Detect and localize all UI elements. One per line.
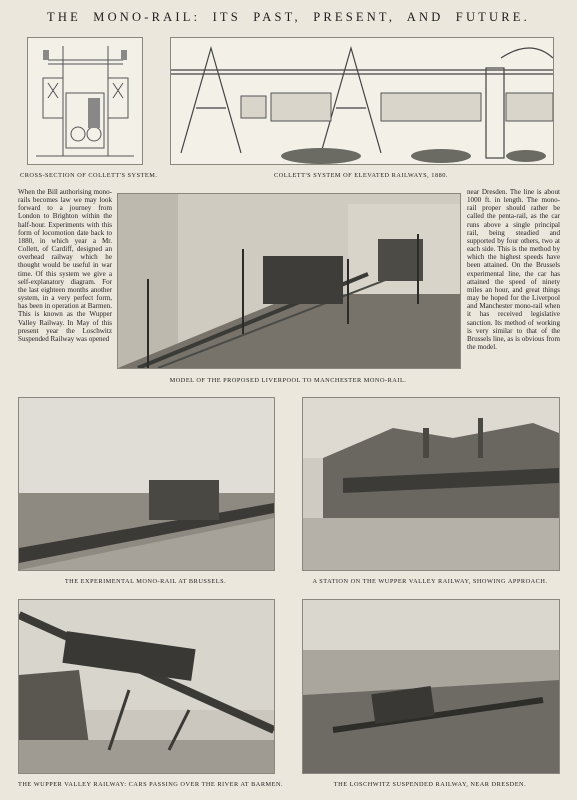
figure-wupper-barmen bbox=[18, 599, 275, 774]
figure-caption: COLLETT'S SYSTEM OF ELEVATED RAILWAYS, 1880. bbox=[274, 172, 448, 179]
brussels-photograph bbox=[19, 398, 274, 570]
figure-caption: CROSS-SECTION OF COLLETT'S SYSTEM. bbox=[20, 172, 158, 179]
figure-caption: THE WUPPER VALLEY RAILWAY: CARS PASSING OVER THE RIVER AT BARMEN. bbox=[18, 781, 284, 788]
figure-collett-elevated bbox=[170, 37, 554, 165]
elevated-railway-engraving bbox=[171, 38, 553, 164]
figure-wupper-station bbox=[302, 397, 560, 571]
article-right-column: near Dresden. The line is about 1000 ft. in length. The mono-rail proper should rather be called the penta-rail, as the car runs above a single principal rail, being steadied and supported by four others, two at each side. This is the method by which the highest speeds have been attained. On the Brussels experimental line, the car has attained the speed of ninety miles an hour, and great things may be hoped for the Liverpool and Manchester mono-rail when it has received legislative sanction. Its method of working is very similar to that of the Brussels line, as is obvious from the model. bbox=[467, 188, 560, 351]
figure-brussels-monorail bbox=[18, 397, 275, 571]
station-photograph bbox=[303, 398, 559, 570]
barmen-photograph bbox=[19, 600, 274, 773]
model-photograph bbox=[118, 194, 460, 368]
loschwitz-photograph bbox=[303, 600, 559, 773]
figure-loschwitz-railway bbox=[302, 599, 560, 774]
page-title: THE MONO-RAIL: ITS PAST, PRESENT, AND FUTURE. bbox=[47, 10, 530, 24]
cross-section-engraving bbox=[28, 38, 142, 164]
figure-caption: A STATION ON THE WUPPER VALLEY RAILWAY, SHOWING APPROACH. bbox=[312, 578, 548, 585]
figure-caption: THE EXPERIMENTAL MONO-RAIL AT BRUSSELS. bbox=[64, 578, 227, 585]
article-left-column: When the Bill authorising mono-rails becomes law we may look forward to a journey from London to Brighton within the half-hour. Experiments with this form of locomotion date back to 1880, in which year a Mr. Collett, of Cardiff, designed an overhead railway which he thought would be useful in war time. Of this system we give a self-explanatory diagram. For the last eighteen months another system, in a very perfect form, has been in operation at Barmen. This is known as the Wupper Valley Railway. In May of this present year the Loschwitz Suspended Railway was opened bbox=[18, 188, 112, 343]
figure-cross-section bbox=[27, 37, 143, 165]
figure-caption: MODEL OF THE PROPOSED LIVERPOOL TO MANCHESTER MONO-RAIL. bbox=[169, 377, 407, 384]
figure-caption: THE LOSCHWITZ SUSPENDED RAILWAY, NEAR DRESDEN. bbox=[333, 781, 527, 788]
figure-liverpool-model bbox=[117, 193, 461, 369]
